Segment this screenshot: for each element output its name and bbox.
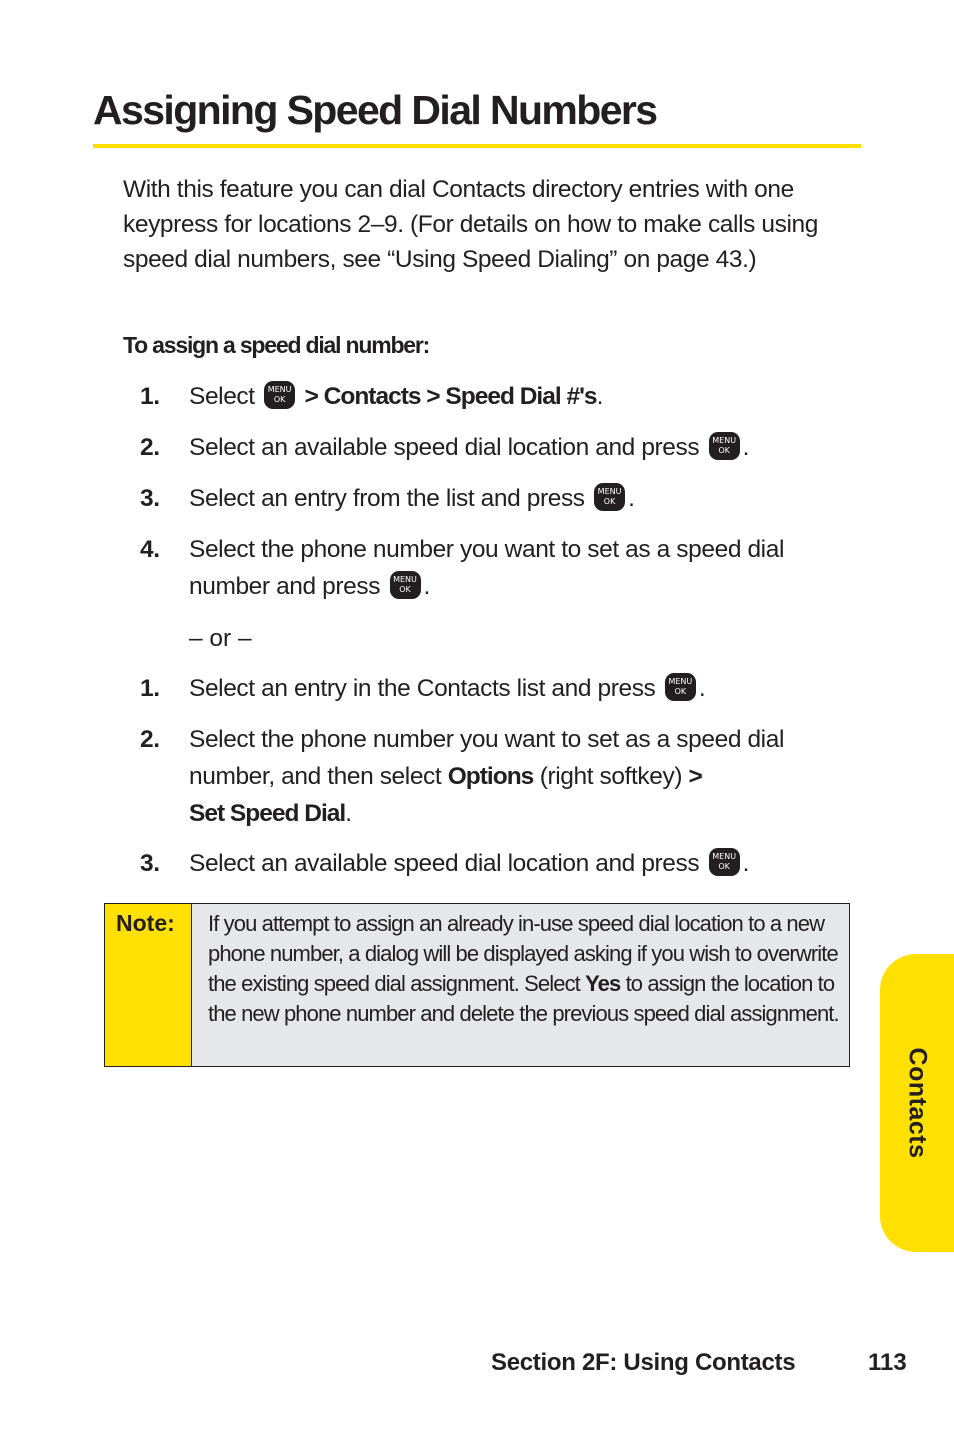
footer-section-title: Section 2F: Using Contacts: [491, 1349, 796, 1376]
menu-ok-key-icon: MENU OK: [594, 483, 625, 511]
section-side-tab: [880, 954, 954, 1252]
step-text: Select an entry from the list and press MENU OK .: [189, 485, 635, 512]
note-box: [104, 903, 850, 1067]
menu-path: > Contacts > Speed Dial #'s: [304, 383, 597, 410]
step-text: Select the phone number you want to set as a speed dial number and press MENU OK .: [189, 536, 784, 600]
menu-ok-key-icon: MENU OK: [665, 673, 696, 701]
page-title: Assigning Speed Dial Numbers: [93, 87, 657, 133]
note-label: Note:: [116, 910, 175, 936]
yes-option-label: Yes: [585, 971, 621, 996]
or-separator: – or –: [189, 625, 252, 652]
step-text: Select MENU OK > Contacts > Speed Dial #'s.: [189, 383, 603, 410]
step-text: Select the phone number you want to set as a speed dial number, and then select Options (right softkey) > Set Speed Dial.: [189, 726, 784, 827]
step-number: 1.: [140, 383, 160, 410]
step-number: 3.: [140, 485, 160, 512]
step-number: 3.: [140, 850, 160, 877]
procedure-heading: To assign a speed dial number:: [123, 332, 430, 358]
menu-ok-key-icon: MENU OK: [709, 848, 740, 876]
menu-ok-key-icon: MENU OK: [264, 381, 295, 409]
menu-ok-key-icon: MENU OK: [709, 432, 740, 460]
step-text: Select an entry in the Contacts list and press MENU OK .: [189, 675, 706, 702]
title-underline: [93, 144, 861, 148]
step-text: Select an available speed dial location and press MENU OK .: [189, 850, 750, 877]
page-number: 113: [868, 1349, 907, 1376]
step-number: 2.: [140, 726, 160, 753]
menu-ok-key-icon: MENU OK: [390, 571, 421, 599]
note-label-cell: [105, 904, 192, 1066]
step-number: 1.: [140, 675, 160, 702]
step-number: 4.: [140, 536, 160, 563]
intro-paragraph: With this feature you can dial Contacts directory entries with one keypress for locations 2–9. (For details on how to make calls using speed dial numbers, see “Using Speed Dialing” on page 43.): [123, 176, 818, 273]
step-text: Select an available speed dial location and press MENU OK .: [189, 434, 750, 461]
set-speed-dial-label: Set Speed Dial: [189, 800, 346, 827]
note-text: If you attempt to assign an already in-use speed dial location to a new phone number, a dialog will be displayed asking if you wish to overwrite the existing speed dial assignment. Select Yes to assign the location to the new phone number and delete the previous speed dial assignment.: [208, 911, 839, 1026]
options-softkey-label: Options: [447, 763, 534, 790]
step-number: 2.: [140, 434, 160, 461]
side-tab-label: Contacts: [903, 1047, 932, 1159]
